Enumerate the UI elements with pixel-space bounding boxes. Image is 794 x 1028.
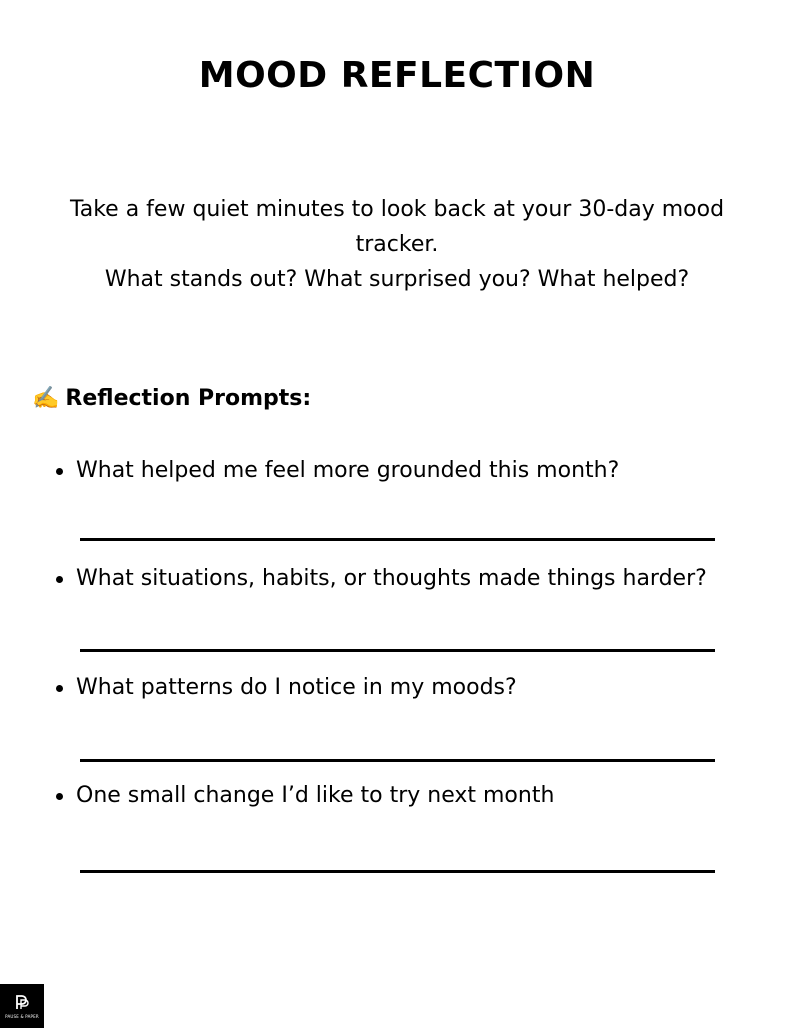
bullet-icon [56, 685, 63, 692]
prompt-text: What situations, habits, or thoughts made things harder? [76, 566, 707, 591]
bullet-icon [56, 793, 63, 800]
prompt-text: One small change I’d like to try next month [76, 783, 555, 808]
answer-line[interactable] [80, 538, 715, 541]
page-title: MOOD REFLECTION [198, 55, 596, 96]
answer-line[interactable] [80, 759, 715, 762]
intro-line-1: Take a few quiet minutes to look back at your 30-day mood tracker. [69, 197, 725, 257]
brand-name: PAUSE & PAPER [5, 1014, 39, 1019]
section-heading-label: Reflection Prompts: [65, 386, 312, 411]
answer-line[interactable] [80, 870, 715, 873]
prompt-item [50, 455, 750, 487]
bullet-icon [56, 468, 63, 475]
section-heading [32, 382, 311, 416]
answer-line[interactable] [80, 649, 715, 652]
brand-mark-icon [13, 993, 31, 1011]
prompt-item [50, 672, 750, 704]
prompt-item [50, 563, 750, 595]
prompt-text: What helped me feel more grounded this month? [76, 458, 620, 483]
brand-logo [0, 984, 44, 1028]
prompt-item [50, 780, 750, 812]
intro-text [50, 192, 744, 297]
prompt-text: What patterns do I notice in my moods? [76, 675, 517, 700]
intro-line-2: What stands out? What surprised you? What helped? [104, 267, 690, 292]
bullet-icon [56, 576, 63, 583]
writing-hand-icon: ✍️ [32, 386, 60, 411]
